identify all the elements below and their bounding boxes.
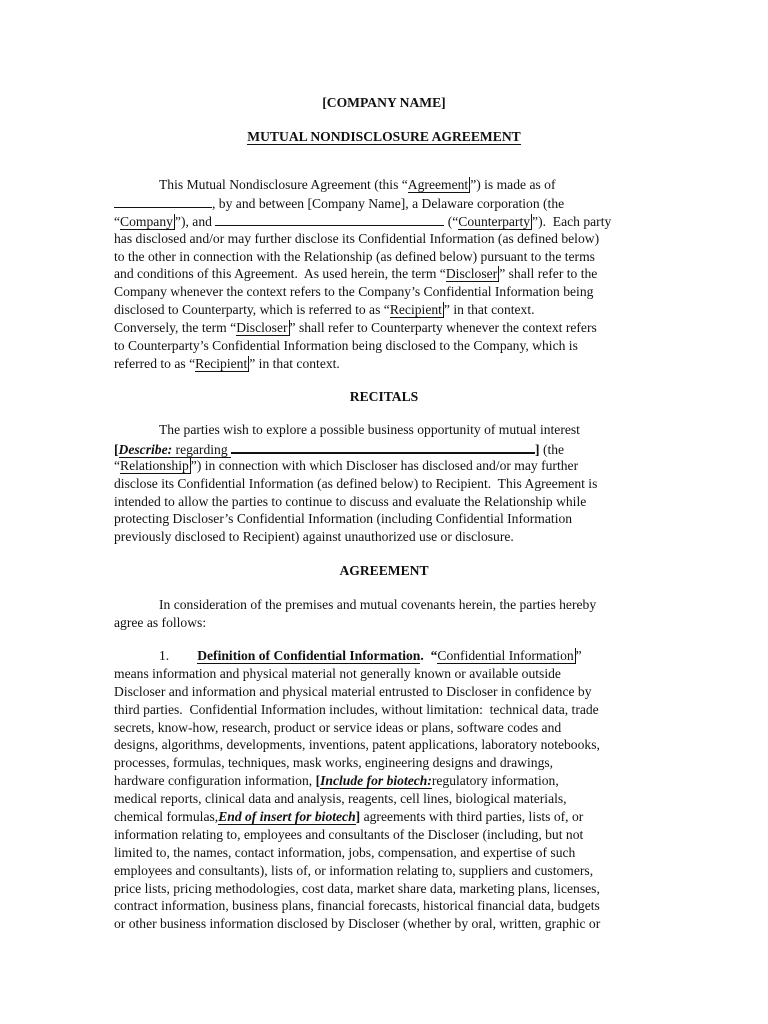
preamble-line: to the other in connection with the Relationship (as defined below) pursuant to the terms [114, 248, 595, 264]
section-1-line: price lists, pricing methodologies, cost data, market share data, marketing plans, licenses, [114, 880, 600, 896]
defined-term-discloser: Discloser [445, 266, 498, 282]
recitals-line: protecting Discloser’s Confidential Information (including Confidential Information [114, 511, 573, 527]
document-title [0, 128, 768, 146]
text-run: (the [539, 441, 565, 457]
section-1-line [114, 647, 659, 665]
text-run: . “ [420, 648, 438, 663]
recitals-paragraph [114, 421, 659, 546]
text-run: The parties wish to explore a possible business opportunity of mutual interest [159, 422, 580, 437]
describe-label: Describe: [118, 441, 173, 457]
recitals-heading: RECITALS [349, 389, 419, 404]
defined-term-agreement: Agreement [407, 177, 469, 192]
agreement-heading: AGREEMENT [339, 563, 429, 578]
text-run: ” shall refer to Counterparty whenever the context refers [289, 320, 597, 336]
section-1-line: limited to, the names, contact information, jobs, compensation, and expertise of such [114, 844, 576, 860]
preamble-line [114, 176, 659, 194]
bracket: [ [315, 773, 321, 789]
text-run: ”), and [174, 213, 212, 229]
text-run: regarding [172, 441, 232, 457]
defined-term-discloser: Discloser [236, 320, 288, 336]
section-1-line: employees and consultants), lists of, or information relating to, suppliers and customers, [114, 862, 594, 878]
section-1-heading: Definition of Confidential Information [197, 648, 421, 663]
defined-term-relationship: Relationship [120, 457, 189, 473]
document-title-text: MUTUAL NONDISCLOSURE AGREEMENT [247, 129, 521, 144]
agreement-line [114, 596, 659, 614]
section-1-line: Discloser and information and physical material entrusted to Discloser in confidence by [114, 683, 592, 699]
section-1-line: secrets, know-how, research, product or service ideas or plans, software codes and [114, 719, 562, 735]
text-run: In consideration of the premises and mutual covenants herein, the parties hereby [159, 597, 597, 612]
section-1-line: processes, formulas, techniques, mask works, engineering designs and drawings, [114, 755, 554, 771]
bracket: [ [114, 441, 119, 457]
preamble-line [114, 265, 659, 283]
section-1-line: information relating to, employees and consultants of the Discloser (including, but not [114, 826, 584, 842]
text-run: ” shall refer to the [499, 266, 598, 282]
preamble-line: to Counterparty’s Confidential Information being disclosed to the Company, which is [114, 338, 578, 354]
text-run: ”). Each party [532, 213, 612, 229]
section-number: 1. [159, 648, 170, 663]
preamble-line [114, 212, 659, 230]
agreement-paragraph [114, 596, 659, 632]
preamble-line [114, 355, 659, 373]
recitals-line [114, 439, 659, 457]
preamble-paragraph [114, 176, 659, 373]
text-run: referred to as “ [114, 355, 196, 371]
recitals-line: intended to allow the parties to continue to discuss and evaluate the Relationship while [114, 493, 587, 509]
text-run: agreements with third parties, lists of, or [360, 809, 584, 825]
text-run: ”) is made as of [470, 177, 556, 192]
text-run: , by and between [Company Name], a Delaware corporation (the [212, 195, 565, 211]
section-1-line: contract information, business plans, financial forecasts, historical financial data, budgets [114, 898, 600, 914]
text-run: This Mutual Nondisclosure Agreement (this “ [159, 177, 408, 192]
text-run: Conversely, the term “ [114, 320, 237, 336]
text-run: regulatory information, [431, 773, 559, 789]
biotech-insert-label: Include for biotech: [320, 773, 432, 789]
recitals-line [114, 457, 659, 475]
biotech-insert-end-label: End of insert for biotech [218, 809, 356, 825]
recitals-line [114, 421, 659, 439]
preamble-line: Company whenever the context refers to the Company’s Confidential Information being [114, 284, 594, 300]
defined-term-company: Company [120, 213, 173, 229]
text-run: ” in that context. [443, 302, 535, 318]
counterparty-blank [215, 212, 444, 226]
section-1-line: means information and physical material not generally known or available outside [114, 665, 561, 681]
company-name-placeholder: [COMPANY NAME] [322, 95, 446, 110]
agreement-line: agree as follows: [114, 614, 207, 630]
text-run: ” [575, 648, 582, 663]
text-run: and conditions of this Agreement. As used herein, the term “ [114, 266, 446, 282]
recitals-line: previously disclosed to Recipient) against unauthorized use or disclosure. [114, 529, 514, 545]
text-run: ” in that context. [249, 355, 340, 371]
recitals-line: disclose its Confidential Information (as defined below) to Recipient. This Agreement is [114, 475, 598, 491]
text-run: hardware configuration information, [114, 773, 316, 789]
text-run: disclosed to Counterparty, which is referred to as “ [114, 302, 390, 318]
text-run: “ [114, 213, 121, 229]
text-run: “ [114, 457, 121, 473]
defined-term-recipient: Recipient [195, 355, 248, 371]
text-run: chemical formulas, [114, 809, 219, 825]
preamble-line [114, 194, 659, 212]
defined-term-recipient: Recipient [389, 302, 442, 318]
section-1-line: or other business information disclosed by Discloser (whether by oral, written, graphic or [114, 916, 601, 932]
defined-term-confidential-information: Confidential Information [437, 648, 574, 663]
section-1-line [114, 808, 659, 826]
bracket: ] [535, 441, 540, 457]
text-run: ”) in connection with which Discloser has disclosed and/or may further [190, 457, 579, 473]
text-run: (“ [447, 213, 459, 229]
preamble-line [114, 301, 659, 319]
defined-term-counterparty: Counterparty [458, 213, 531, 229]
section-1-line: designs, algorithms, developments, inventions, patent applications, laboratory notebooks, [114, 737, 600, 753]
date-blank [114, 194, 212, 208]
preamble-line [114, 319, 659, 337]
section-1 [114, 647, 659, 933]
bracket: ] [355, 809, 361, 825]
relationship-blank [231, 439, 535, 454]
section-1-line: medical reports, clinical data and analysis, reagents, cell lines, biological materials, [114, 791, 567, 807]
section-1-line [114, 772, 659, 790]
section-1-line: third parties. Confidential Information includes, without limitation: technical data, trade [114, 701, 599, 717]
preamble-line: has disclosed and/or may further disclose its Confidential Information (as defined below) [114, 230, 600, 246]
